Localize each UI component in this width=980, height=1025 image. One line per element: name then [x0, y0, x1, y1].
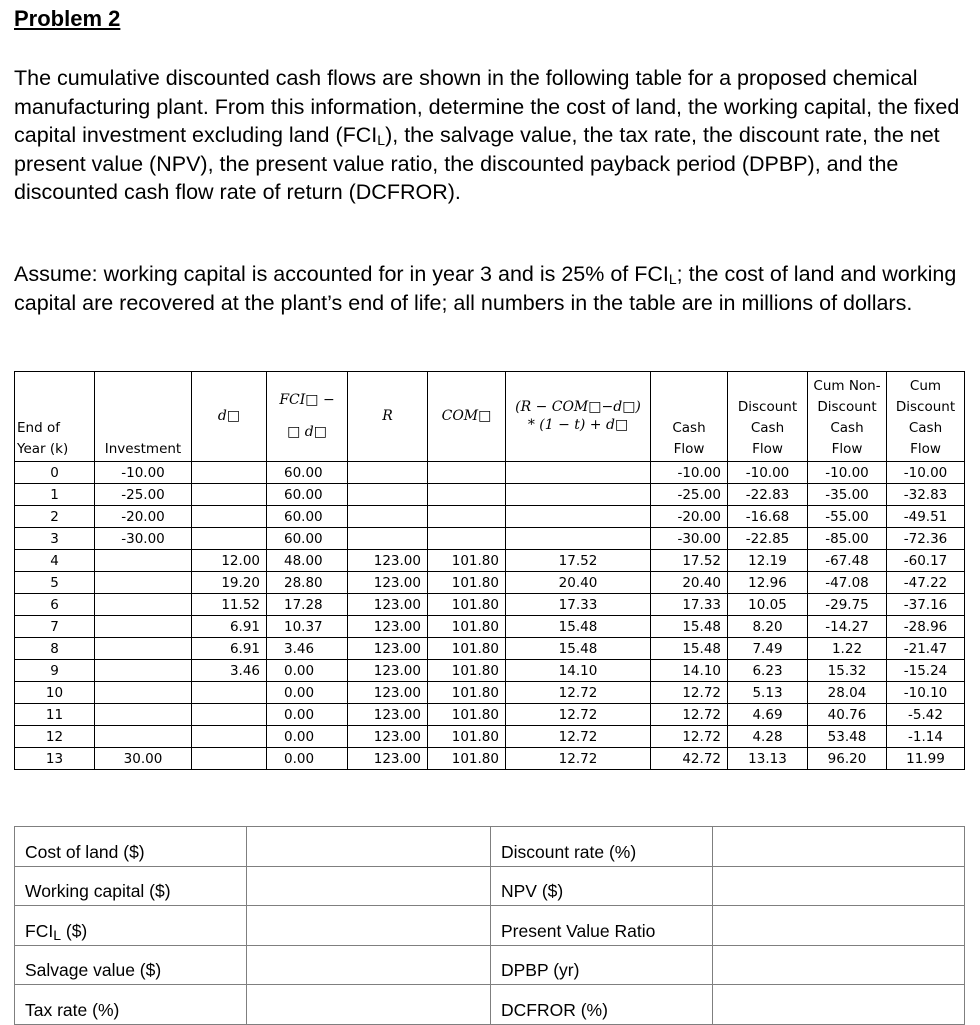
answer-cost-of-land[interactable]	[247, 827, 491, 867]
cell-com: 101.80	[428, 748, 506, 770]
cell-year: 1	[15, 484, 95, 506]
cell-com: 101.80	[428, 660, 506, 682]
cell-com: 101.80	[428, 704, 506, 726]
cell-cum-d: -47.22	[887, 572, 965, 594]
cell-fci: 10.37	[267, 616, 348, 638]
answer-salvage-value[interactable]	[247, 945, 491, 985]
cell-r: 123.00	[348, 660, 428, 682]
cell-r: 123.00	[348, 594, 428, 616]
cell-r: 123.00	[348, 638, 428, 660]
label-discount-rate: Discount rate (%)	[491, 827, 713, 867]
cell-year: 13	[15, 748, 95, 770]
cell-formula: 17.52	[506, 550, 651, 572]
cell-com: 101.80	[428, 616, 506, 638]
cell-year: 5	[15, 572, 95, 594]
cell-cf: 17.52	[651, 550, 728, 572]
cell-formula	[506, 484, 651, 506]
problem-statement: The cumulative discounted cash flows are shown in the following table for a proposed chemical manufacturing plant. From this information, determine the cost of land, the working capital, the fixed capital investment excluding land $(FCI_L)$, the salvage value, the tax rate, the discount rate, the net present value (NPV), the present value ratio, the discounted payback period (DPBP), and the discounted cash flow rate of return (DCFROR).	[14, 66, 960, 204]
cell-cum-nd: -85.00	[808, 528, 887, 550]
cell-fci: 0.00	[267, 726, 348, 748]
cell-dk	[192, 506, 267, 528]
cell-cum-nd: 96.20	[808, 748, 887, 770]
label-fcil: $FCI_L$ ($)	[15, 906, 247, 946]
cell-investment: -20.00	[95, 506, 192, 528]
cell-cf: 15.48	[651, 638, 728, 660]
cell-com	[428, 484, 506, 506]
cell-year: 11	[15, 704, 95, 726]
cell-fci: 0.00	[267, 704, 348, 726]
cell-cum-d: -10.00	[887, 462, 965, 484]
assumptions: Assume: working capital is accounted for in year 3 and is 25% of $FCI_L$; the cost of land and working capital are recovered at the plant’s end of life; all numbers in the table are in millions of dollars.	[14, 262, 957, 315]
cell-r: 123.00	[348, 682, 428, 704]
cell-cf: 17.33	[651, 594, 728, 616]
answer-dcfror[interactable]	[713, 985, 965, 1025]
table-row	[15, 506, 965, 528]
answer-discount-rate[interactable]	[713, 827, 965, 867]
cell-dcf: -22.85	[728, 528, 808, 550]
cell-year: 8	[15, 638, 95, 660]
cell-r: 123.00	[348, 572, 428, 594]
cell-dcf: 12.96	[728, 572, 808, 594]
cell-cf: 12.72	[651, 682, 728, 704]
cell-fci: 0.00	[267, 748, 348, 770]
cell-fci: 0.00	[267, 682, 348, 704]
cell-cum-d: -21.47	[887, 638, 965, 660]
cell-r: 123.00	[348, 726, 428, 748]
label-working-capital: Working capital ($)	[15, 866, 247, 906]
cell-year: 2	[15, 506, 95, 528]
cell-cum-d: -60.17	[887, 550, 965, 572]
cell-investment	[95, 616, 192, 638]
cell-fci: 60.00	[267, 484, 348, 506]
cell-formula: 12.72	[506, 748, 651, 770]
table-row	[15, 682, 965, 704]
cell-investment	[95, 704, 192, 726]
cell-investment: -10.00	[95, 462, 192, 484]
cell-year: 10	[15, 682, 95, 704]
cell-dk	[192, 682, 267, 704]
header-investment: Investment	[95, 372, 192, 462]
cell-dcf: 7.49	[728, 638, 808, 660]
cell-dcf: 10.05	[728, 594, 808, 616]
cell-investment: 30.00	[95, 748, 192, 770]
cell-cf: -10.00	[651, 462, 728, 484]
cell-year: 3	[15, 528, 95, 550]
header-cum-discount: Cum Discount Cash Flow	[887, 372, 965, 462]
cell-investment	[95, 572, 192, 594]
header-year: End of Year (k)	[15, 372, 95, 462]
label-salvage-value: Salvage value ($)	[15, 945, 247, 985]
cell-fci: 60.00	[267, 506, 348, 528]
cell-dcf: 4.69	[728, 704, 808, 726]
cell-formula	[506, 528, 651, 550]
answer-tax-rate[interactable]	[247, 985, 491, 1025]
cell-fci: 28.80	[267, 572, 348, 594]
cell-year: 9	[15, 660, 95, 682]
cell-fci: 60.00	[267, 462, 348, 484]
cell-formula: 12.72	[506, 704, 651, 726]
cell-formula: 15.48	[506, 616, 651, 638]
cell-com: 101.80	[428, 594, 506, 616]
cell-dk	[192, 726, 267, 748]
cell-cf: -20.00	[651, 506, 728, 528]
cell-cum-d: -49.51	[887, 506, 965, 528]
answer-present-value-ratio[interactable]	[713, 906, 965, 946]
table-row	[15, 528, 965, 550]
table-row	[15, 638, 965, 660]
label-tax-rate: Tax rate (%)	[15, 985, 247, 1025]
cell-cf: -30.00	[651, 528, 728, 550]
cell-formula: 14.10	[506, 660, 651, 682]
cell-com	[428, 528, 506, 550]
cell-cum-nd: -55.00	[808, 506, 887, 528]
cell-dk: 3.46	[192, 660, 267, 682]
cell-cf: 15.48	[651, 616, 728, 638]
cell-formula	[506, 462, 651, 484]
cell-com	[428, 462, 506, 484]
cell-year: 12	[15, 726, 95, 748]
cell-dk: 12.00	[192, 550, 267, 572]
table-row	[15, 660, 965, 682]
cell-cum-nd: 53.48	[808, 726, 887, 748]
cell-r	[348, 528, 428, 550]
cell-com: 101.80	[428, 550, 506, 572]
cell-dk: 6.91	[192, 616, 267, 638]
answer-row	[15, 945, 965, 985]
cell-dk	[192, 462, 267, 484]
cell-cum-d: 11.99	[887, 748, 965, 770]
cell-cum-d: -72.36	[887, 528, 965, 550]
cell-cum-nd: 1.22	[808, 638, 887, 660]
answer-npv[interactable]	[713, 866, 965, 906]
cell-dcf: -22.83	[728, 484, 808, 506]
cell-cf: 20.40	[651, 572, 728, 594]
cell-year: 6	[15, 594, 95, 616]
cell-cum-d: -28.96	[887, 616, 965, 638]
cell-dcf: 4.28	[728, 726, 808, 748]
cell-cum-nd: -29.75	[808, 594, 887, 616]
cell-dk: 11.52	[192, 594, 267, 616]
cell-r	[348, 484, 428, 506]
cell-cum-nd: -67.48	[808, 550, 887, 572]
header-discount-cash-flow: Discount Cash Flow	[728, 372, 808, 462]
table-row	[15, 572, 965, 594]
cell-fci: 17.28	[267, 594, 348, 616]
cell-cum-nd: -35.00	[808, 484, 887, 506]
cell-dcf: 13.13	[728, 748, 808, 770]
cell-cum-nd: -47.08	[808, 572, 887, 594]
cell-dk	[192, 704, 267, 726]
cell-formula: 15.48	[506, 638, 651, 660]
cell-investment	[95, 550, 192, 572]
cell-year: 7	[15, 616, 95, 638]
cell-com	[428, 506, 506, 528]
label-present-value-ratio: Present Value Ratio	[491, 906, 713, 946]
table-row	[15, 726, 965, 748]
cell-cum-d: -5.42	[887, 704, 965, 726]
cell-r: 123.00	[348, 616, 428, 638]
table-row	[15, 616, 965, 638]
cell-cum-d: -10.10	[887, 682, 965, 704]
cell-investment: -30.00	[95, 528, 192, 550]
table-row	[15, 748, 965, 770]
cell-fci: 48.00	[267, 550, 348, 572]
cell-dk	[192, 484, 267, 506]
cell-fci: 3.46	[267, 638, 348, 660]
cell-cf: 12.72	[651, 726, 728, 748]
answer-row	[15, 866, 965, 906]
cell-cum-d: -37.16	[887, 594, 965, 616]
answer-dpbp[interactable]	[713, 945, 965, 985]
cell-investment: -25.00	[95, 484, 192, 506]
cell-formula: 17.33	[506, 594, 651, 616]
cell-r: 123.00	[348, 550, 428, 572]
label-cost-of-land: Cost of land ($)	[15, 827, 247, 867]
cell-com: 101.80	[428, 726, 506, 748]
table-row	[15, 704, 965, 726]
cell-dk	[192, 748, 267, 770]
cell-year: 4	[15, 550, 95, 572]
cell-cum-d: -32.83	[887, 484, 965, 506]
answer-working-capital[interactable]	[247, 866, 491, 906]
cell-cum-nd: 40.76	[808, 704, 887, 726]
answer-fcil[interactable]	[247, 906, 491, 946]
cell-investment	[95, 682, 192, 704]
header-after-tax-formula: (R − COM□−d□) * (1 − t) + d□	[506, 372, 651, 462]
cell-formula: 12.72	[506, 726, 651, 748]
cell-cf: -25.00	[651, 484, 728, 506]
label-dcfror: DCFROR (%)	[491, 985, 713, 1025]
table-row	[15, 550, 965, 572]
header-com: COM□	[428, 372, 506, 462]
cell-investment	[95, 638, 192, 660]
cell-r: 123.00	[348, 704, 428, 726]
cell-year: 0	[15, 462, 95, 484]
table-row	[15, 484, 965, 506]
header-dk: d□	[192, 372, 267, 462]
cell-investment	[95, 660, 192, 682]
answer-row	[15, 906, 965, 946]
header-cash-flow: Cash Flow	[651, 372, 728, 462]
cell-cum-nd: -10.00	[808, 462, 887, 484]
cell-cum-nd: 15.32	[808, 660, 887, 682]
answer-table	[14, 826, 965, 1025]
problem-title: Problem 2	[14, 6, 121, 31]
cell-dk: 19.20	[192, 572, 267, 594]
table-row	[15, 462, 965, 484]
cell-cum-d: -1.14	[887, 726, 965, 748]
cell-cum-nd: 28.04	[808, 682, 887, 704]
cell-cf: 12.72	[651, 704, 728, 726]
cell-fci: 0.00	[267, 660, 348, 682]
label-dpbp: DPBP (yr)	[491, 945, 713, 985]
cell-formula: 20.40	[506, 572, 651, 594]
cell-cum-d: -15.24	[887, 660, 965, 682]
label-npv: NPV ($)	[491, 866, 713, 906]
cell-fci: 60.00	[267, 528, 348, 550]
cell-cf: 14.10	[651, 660, 728, 682]
header-fci-minus-d: FCI□ − □ d□	[267, 372, 348, 462]
header-r: R	[348, 372, 428, 462]
cell-dcf: 5.13	[728, 682, 808, 704]
cell-com: 101.80	[428, 682, 506, 704]
cell-investment	[95, 594, 192, 616]
cash-flow-table	[14, 371, 965, 770]
answer-row	[15, 985, 965, 1025]
cell-r: 123.00	[348, 748, 428, 770]
table-row	[15, 594, 965, 616]
cell-r	[348, 462, 428, 484]
cell-com: 101.80	[428, 572, 506, 594]
cell-r	[348, 506, 428, 528]
header-cum-non-discount: Cum Non- Discount Cash Flow	[808, 372, 887, 462]
cell-investment	[95, 726, 192, 748]
answer-row	[15, 827, 965, 867]
cell-cum-nd: -14.27	[808, 616, 887, 638]
cell-dk	[192, 528, 267, 550]
cell-dcf: 6.23	[728, 660, 808, 682]
cell-com: 101.80	[428, 638, 506, 660]
cell-cf: 42.72	[651, 748, 728, 770]
cell-formula	[506, 506, 651, 528]
cell-dcf: -10.00	[728, 462, 808, 484]
cell-formula: 12.72	[506, 682, 651, 704]
cell-dcf: -16.68	[728, 506, 808, 528]
cell-dcf: 8.20	[728, 616, 808, 638]
cell-dk: 6.91	[192, 638, 267, 660]
cell-dcf: 12.19	[728, 550, 808, 572]
